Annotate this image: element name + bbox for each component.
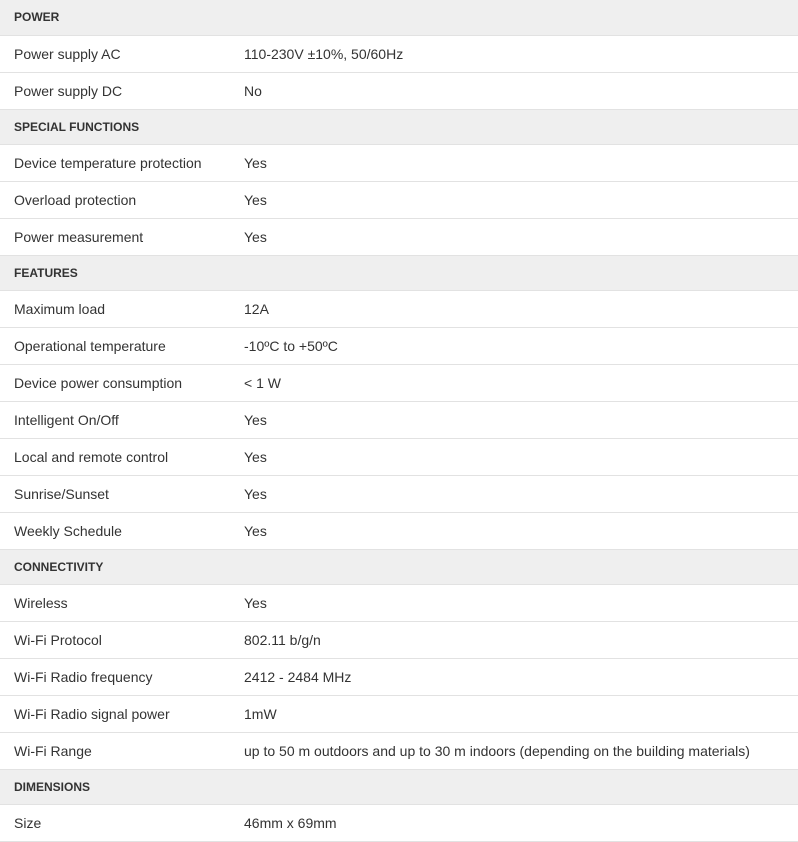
spec-value: Yes (230, 181, 798, 218)
spec-value: 2412 - 2484 MHz (230, 658, 798, 695)
table-row (0, 181, 798, 218)
spec-label: Intelligent On/Off (0, 401, 230, 438)
spec-value: 110-230V ±10%, 50/60Hz (230, 35, 798, 72)
spec-label: Wireless (0, 584, 230, 621)
spec-value: < 1 W (230, 364, 798, 401)
spec-label: Operational temperature (0, 327, 230, 364)
table-row (0, 290, 798, 327)
table-row (0, 364, 798, 401)
section-header-features (0, 255, 798, 290)
spec-label: Device power consumption (0, 364, 230, 401)
table-row (0, 144, 798, 181)
spec-value: 1mW (230, 695, 798, 732)
table-row (0, 804, 798, 841)
table-row (0, 438, 798, 475)
spec-value: Yes (230, 475, 798, 512)
section-header-dimensions (0, 769, 798, 804)
table-row (0, 218, 798, 255)
spec-value: up to 50 m outdoors and up to 30 m indoors (depending on the building materials) (230, 732, 798, 769)
table-row (0, 658, 798, 695)
spec-value: 12A (230, 290, 798, 327)
spec-label: Size (0, 804, 230, 841)
table-row (0, 584, 798, 621)
spec-label: Local and remote control (0, 438, 230, 475)
spec-label: Maximum load (0, 290, 230, 327)
spec-label: Wi-Fi Radio frequency (0, 658, 230, 695)
spec-label: Power supply AC (0, 35, 230, 72)
spec-value: Yes (230, 144, 798, 181)
spec-label: Power measurement (0, 218, 230, 255)
spec-label: Overload protection (0, 181, 230, 218)
spec-value: Yes (230, 584, 798, 621)
section-title: POWER (0, 0, 798, 35)
table-row (0, 621, 798, 658)
spec-label: Wi-Fi Protocol (0, 621, 230, 658)
section-title: FEATURES (0, 255, 798, 290)
spec-value: Yes (230, 401, 798, 438)
spec-label: Device temperature protection (0, 144, 230, 181)
spec-label: Sunrise/Sunset (0, 475, 230, 512)
table-row (0, 35, 798, 72)
spec-value: Yes (230, 218, 798, 255)
table-row (0, 327, 798, 364)
table-row (0, 732, 798, 769)
spec-value: 46mm x 69mm (230, 804, 798, 841)
section-title: DIMENSIONS (0, 769, 798, 804)
spec-value: -10ºC to +50ºC (230, 327, 798, 364)
section-header-connectivity (0, 549, 798, 584)
table-row (0, 695, 798, 732)
section-header-special-functions (0, 109, 798, 144)
table-row (0, 401, 798, 438)
section-header-power (0, 0, 798, 35)
spec-label: Wi-Fi Radio signal power (0, 695, 230, 732)
spec-value: No (230, 72, 798, 109)
table-row (0, 512, 798, 549)
section-title: CONNECTIVITY (0, 549, 798, 584)
spec-value: Yes (230, 438, 798, 475)
spec-value: 802.11 b/g/n (230, 621, 798, 658)
table-row (0, 72, 798, 109)
spec-label: Wi-Fi Range (0, 732, 230, 769)
spec-label: Power supply DC (0, 72, 230, 109)
table-row (0, 475, 798, 512)
spec-label: Weekly Schedule (0, 512, 230, 549)
spec-value: Yes (230, 512, 798, 549)
section-title: SPECIAL FUNCTIONS (0, 109, 798, 144)
